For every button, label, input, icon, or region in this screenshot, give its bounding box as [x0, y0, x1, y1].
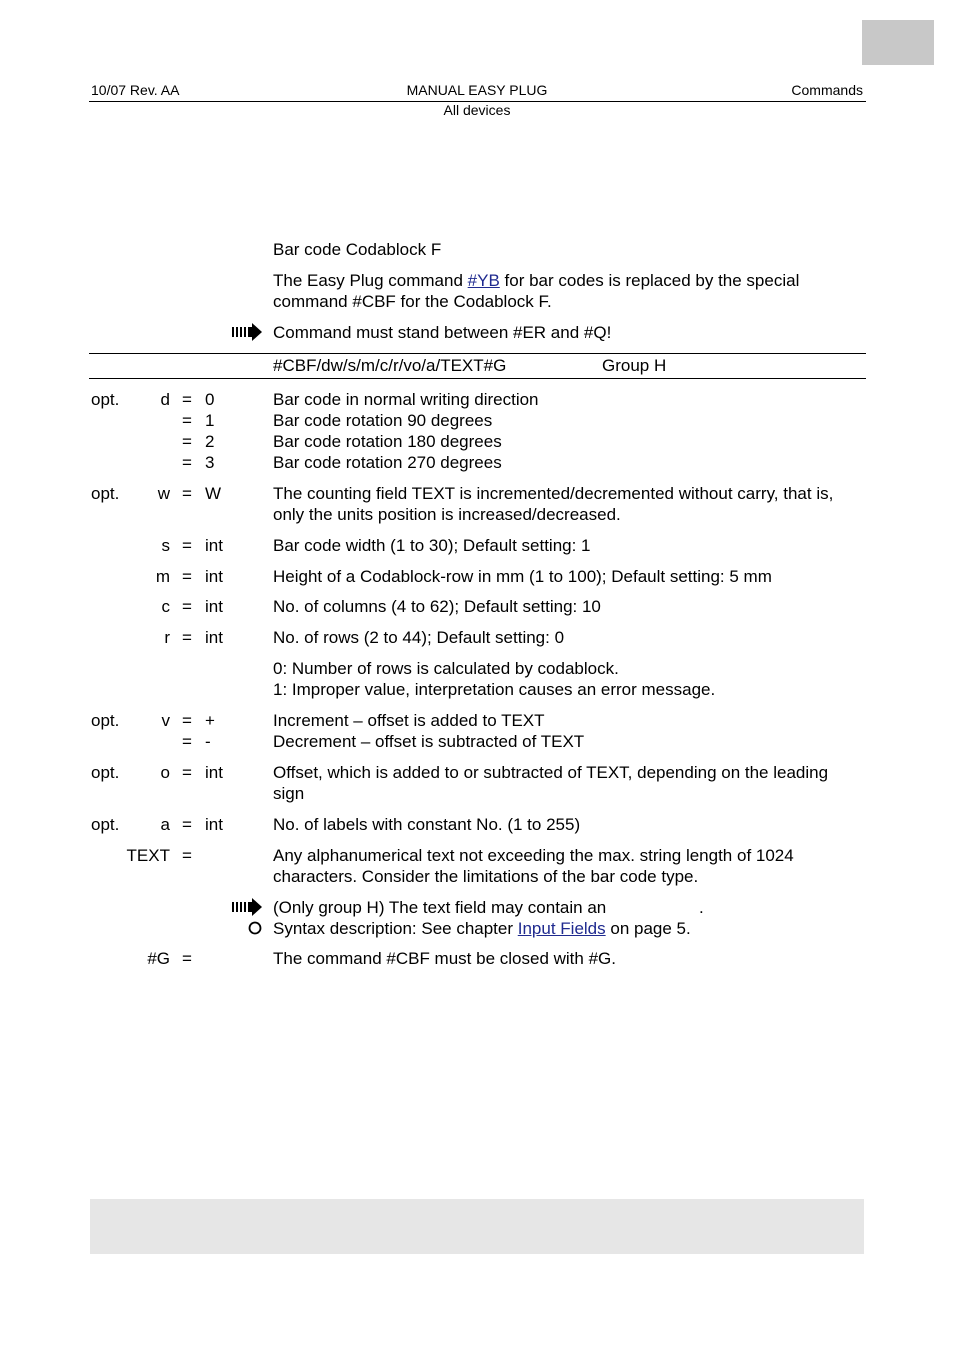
param-m-symbol: m [155, 567, 170, 586]
param-c-eq: = [182, 597, 192, 616]
param-o-symbol: o [160, 763, 170, 782]
param-w-symbol: w [157, 484, 170, 503]
param-d-symbol: d [160, 390, 170, 409]
param-w-desc: The counting field TEXT is incremented/decremented without carry, that is, only the units position is increased/decreased. [273, 484, 834, 524]
param-a-opt: opt. [91, 815, 120, 834]
param-v-desc-1: Decrement – offset is subtracted of TEXT [273, 732, 585, 751]
param-o-val: int [205, 763, 223, 782]
footer-band [90, 1199, 864, 1254]
intro-text-before: The Easy Plug command [273, 271, 468, 290]
param-r-note-0: 0: Number of rows is calculated by codablock. [273, 659, 619, 678]
param-s-desc: Bar code width (1 to 30); Default setting: 1 [273, 536, 591, 555]
param-d-val-3: 3 [205, 453, 215, 472]
param-s-eq: = [182, 536, 192, 555]
param-m-desc: Height of a Codablock-row in mm (1 to 100); Default setting: 5 mm [273, 567, 772, 586]
param-w-val: W [205, 484, 222, 503]
param-o-eq: = [182, 763, 192, 782]
param-g-symbol: #G [147, 949, 170, 968]
param-v-val-1: - [205, 732, 211, 751]
param-d-opt: opt. [91, 390, 120, 409]
param-text-desc: Any alphanumerical text not exceeding the max. string length of 1024 characters. Consider the limitations of the bar code type. [273, 846, 794, 886]
param-g-eq: = [182, 949, 192, 968]
syntax-command: #CBF/dw/s/m/c/r/vo/a/TEXT#G [273, 356, 507, 375]
param-d-desc-1: Bar code rotation 90 degrees [273, 411, 493, 430]
header-chapter: Commands [791, 82, 863, 98]
syntax-group: Group H [602, 356, 667, 375]
param-d-eq-3: = [182, 453, 192, 472]
open-circle-bullet-icon [248, 920, 264, 941]
param-m-eq: = [182, 567, 192, 586]
header-manual-title: MANUAL EASY PLUG [406, 82, 548, 98]
param-s-symbol: s [161, 536, 170, 555]
param-d-eq-2: = [182, 432, 192, 451]
syntax-desc-before: Syntax description: See chapter [273, 919, 518, 938]
param-text-symbol: TEXT [126, 846, 170, 865]
param-w-opt: opt. [91, 484, 120, 503]
param-w-eq: = [182, 484, 192, 503]
param-d-val-2: 2 [205, 432, 215, 451]
syntax-description-line [273, 918, 691, 939]
param-c-desc: No. of columns (4 to 62); Default setting: 10 [273, 597, 601, 616]
text-field-note-end: . [699, 898, 704, 917]
param-r-eq: = [182, 628, 192, 647]
param-d-eq-1: = [182, 411, 192, 430]
param-r-symbol: r [164, 628, 170, 647]
param-o-opt: opt. [91, 763, 120, 782]
param-v-val-0: + [205, 711, 215, 730]
pointing-hand-arrow-icon [231, 897, 263, 922]
param-a-val: int [205, 815, 223, 834]
section-title: Bar code Codablock F [273, 240, 442, 259]
param-d-desc-3: Bar code rotation 270 degrees [273, 453, 502, 472]
param-a-desc: No. of labels with constant No. (1 to 255) [273, 815, 581, 834]
syntax-desc-after: on page 5. [605, 919, 691, 938]
param-r-val: int [205, 628, 223, 647]
param-o-desc: Offset, which is added to or subtracted of TEXT, depending on the leading sign [273, 763, 829, 803]
param-v-eq-1: = [182, 732, 192, 751]
param-s-val: int [205, 536, 223, 555]
section-intro [273, 270, 853, 312]
param-v-desc-0: Increment – offset is added to TEXT [273, 711, 545, 730]
param-a-symbol: a [160, 815, 170, 834]
param-d-eq-0: = [182, 390, 192, 409]
yb-command-link[interactable]: #YB [467, 271, 500, 290]
param-d-desc-0: Bar code in normal writing direction [273, 390, 539, 409]
param-v-opt: opt. [91, 711, 120, 730]
note-er-q: Command must stand between #ER and #Q! [273, 323, 612, 342]
header-subtitle: All devices [443, 102, 511, 118]
param-d-val-1: 1 [205, 411, 215, 430]
param-text-eq: = [182, 846, 192, 865]
param-c-symbol: c [161, 597, 170, 616]
param-g-desc: The command #CBF must be closed with #G. [273, 949, 616, 968]
page-tab-marker [862, 20, 934, 65]
param-c-val: int [205, 597, 223, 616]
param-d-val-0: 0 [205, 390, 215, 409]
syntax-top-rule [89, 353, 866, 354]
param-d-desc-2: Bar code rotation 180 degrees [273, 432, 502, 451]
param-r-note-1: 1: Improper value, interpretation causes an error message. [273, 680, 716, 699]
param-m-val: int [205, 567, 223, 586]
param-v-symbol: v [161, 711, 170, 730]
text-field-note: (Only group H) The text field may contain an [273, 898, 607, 917]
param-a-eq: = [182, 815, 192, 834]
input-fields-link[interactable]: Input Fields [517, 919, 606, 938]
intro-text-after: for bar codes is replaced by the special command #CBF for the Codablock F. [273, 271, 800, 311]
header-revision: 10/07 Rev. AA [91, 82, 180, 98]
pointing-hand-arrow-icon [231, 322, 263, 347]
syntax-bottom-rule [89, 378, 866, 379]
param-v-eq-0: = [182, 711, 192, 730]
param-r-desc: No. of rows (2 to 44); Default setting: 0 [273, 628, 565, 647]
